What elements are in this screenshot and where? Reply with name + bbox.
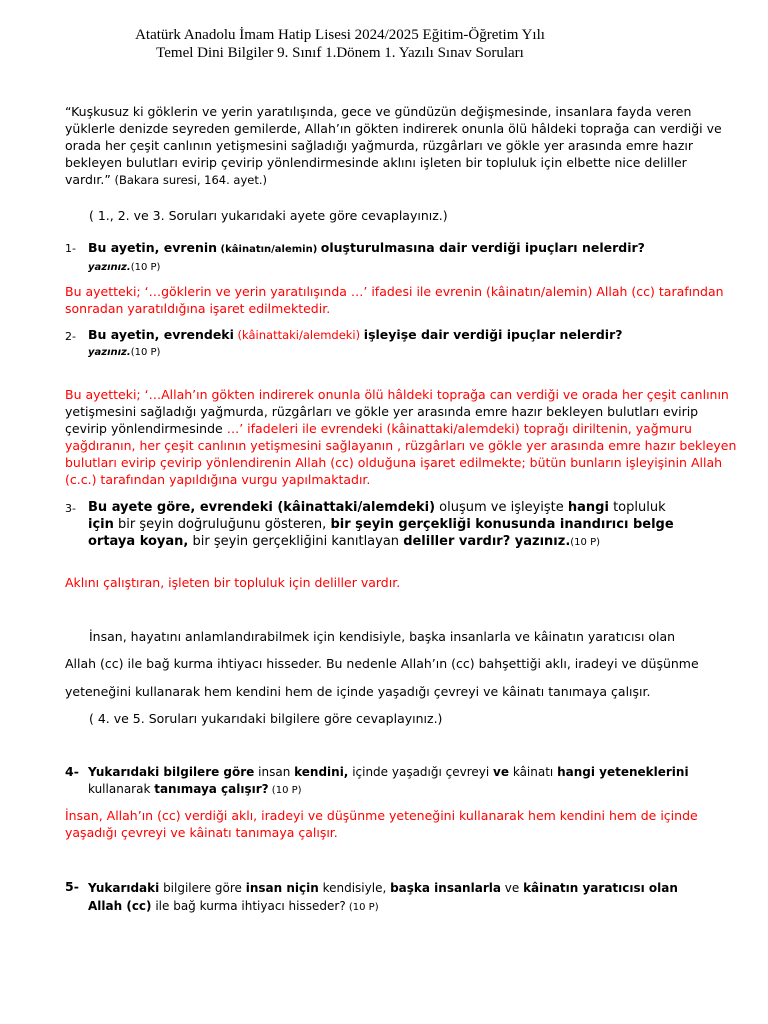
- q4-points: (10 P): [268, 785, 302, 796]
- q5-part: ile bağ kurma ihtiyacı hisseder?: [151, 899, 346, 913]
- q4-part: kendini,: [294, 765, 349, 779]
- answer-line: (c.c.) tarafından yapıldığına vurgu yapılmaktadır.: [65, 472, 371, 487]
- q4-part: kâinatı: [509, 765, 558, 779]
- instruction-2: ( 4. ve 5. Soruları yukarıdaki bilgilere göre cevaplayınız.): [89, 711, 443, 726]
- q3-part: hangi: [567, 500, 609, 515]
- answer-4: [65, 807, 698, 841]
- q2-part: Bu ayetin, evrendeki: [88, 327, 234, 342]
- q2-part: yazınız.: [88, 347, 131, 358]
- q4-part: hangi yeteneklerini: [557, 765, 689, 779]
- q5-part: ve: [500, 881, 524, 895]
- info-line-2: Allah (cc) ile bağ kurma ihtiyacı hisseder. Bu nedenle Allah’ın (cc) bahşettiği aklı, iradeyi ve düşünme: [65, 656, 699, 671]
- q3-part: topluluk: [608, 500, 666, 515]
- q4-part: Yukarıdaki bilgilere göre: [88, 765, 255, 779]
- q3-part: ortaya koyan,: [88, 534, 189, 549]
- q1-part: oluşturulmasına dair verdiği ipuçları nelerdir?: [320, 240, 645, 255]
- q2-part: (kâinattaki/alemdeki): [233, 328, 364, 342]
- q3-part: bir şeyin gerçekliği konusunda inandırıcı belge: [330, 517, 674, 532]
- q5-part: insan niçin: [245, 881, 319, 895]
- q3-part: için: [88, 517, 114, 532]
- q4-part: insan: [254, 765, 295, 779]
- verse-text: [65, 103, 722, 189]
- q2-points: (10 P): [130, 347, 161, 358]
- question-4: [88, 764, 689, 799]
- q3-part: bir şeyin doğruluğunu gösteren,: [113, 517, 331, 532]
- q4-num: 4-: [65, 764, 79, 779]
- exam-title-line1: Atatürk Anadolu İmam Hatip Lisesi 2024/2025 Eğitim-Öğretim Yılı: [135, 27, 545, 43]
- q5-num: 5-: [65, 879, 79, 894]
- question-3-number: 3-: [65, 502, 76, 515]
- q1-part: yazınız.: [88, 262, 131, 273]
- verse-source: (Bakara suresi, 164. ayet.): [110, 173, 268, 187]
- verse-line: “Kuşkusuz ki göklerin ve yerin yaratılışında, gece ve gündüzün değişmesinde, insanlara fayda veren: [65, 104, 692, 119]
- question-1-number: 1-: [65, 242, 76, 255]
- answer-3: Aklını çalıştıran, işleten bir topluluk için deliller vardır.: [65, 575, 401, 590]
- question-1: [88, 240, 645, 276]
- q5-points: (10 P): [345, 902, 379, 913]
- info-line-3: yeteneğini kullanarak hem kendini hem de içinde yaşadığı çevreyi ve kâinatı tanımaya çalışır.: [65, 684, 651, 699]
- answer-line: Bu ayetteki; ‘…Allah’ın gökten indirerek onunla ölü hâldeki toprağa can verdiği ve orada her çeşit canlının: [65, 387, 729, 402]
- q1-part: Bu ayetin, evrenin: [88, 240, 218, 255]
- q3-part: oluşum ve işleyişte: [435, 500, 568, 515]
- question-5: [88, 879, 678, 917]
- answer-line: yetişmesini sağladığı yağmurda, rüzgârları ve gökle yer arasında emre hazır bekleyen bulutları evirip: [65, 404, 699, 419]
- q1-points: (10 P): [130, 262, 161, 273]
- verse-line: yüklerle denizde seyreden gemilerde, Allah’ın gökten indirerek onunla ölü hâldeki toprağa can verdiği ve: [65, 121, 722, 136]
- q1-part: (kâinatın/alemin): [217, 244, 321, 255]
- q5-part: bilgilere göre: [159, 881, 246, 895]
- q4-part: tanımaya çalışır?: [154, 782, 269, 796]
- q3-part: Bu ayete göre, evrendeki (kâinattaki/alemdeki): [88, 500, 436, 515]
- q3-part: bir şeyin gerçekliğini kanıtlayan: [188, 534, 404, 549]
- q5-part: Yukarıdaki: [88, 881, 160, 895]
- question-2: [88, 327, 623, 361]
- answer-line: İnsan, Allah’ın (cc) verdiği aklı, iradeyi ve düşünme yeteneğini kullanarak hem kendini hem de içinde: [65, 808, 698, 823]
- q5-part: kâinatın yaratıcısı olan: [523, 881, 678, 895]
- instruction-1: ( 1., 2. ve 3. Soruları yukarıdaki ayete göre cevaplayınız.): [89, 208, 448, 223]
- q4-part: ve: [493, 765, 510, 779]
- info-line-1: İnsan, hayatını anlamlandırabilmek için kendisiyle, başka insanlarla ve kâinatın yaratıcısı olan: [89, 629, 676, 644]
- answer-line: çevirip yönlendirmesinde: [65, 421, 227, 436]
- answer-line: bulutları evirip çevirip yönlendirenin Allah (cc) olduğuna işaret edilmekte; bütün bunların işleyişinin Allah: [65, 455, 723, 470]
- q5-part: başka insanlarla: [390, 881, 501, 895]
- q5-part: Allah (cc): [88, 899, 152, 913]
- q4-part: kullanarak: [88, 782, 155, 796]
- q5-part: kendisiyle,: [318, 881, 391, 895]
- verse-end: vardır.”: [65, 172, 111, 187]
- answer-1: [65, 283, 724, 317]
- answer-line: yağdıranın, her çeşit canlının yetişmesini sağlayanın , rüzgârları ve gökle yer arasında emre hazır bekleyen: [65, 438, 737, 453]
- q3-part: deliller vardır? yazınız.: [403, 534, 571, 549]
- answer-line: sonradan yaratıldığına işaret edilmektedir.: [65, 301, 331, 316]
- q2-part: işleyişe dair verdiği ipuçlar nelerdir?: [363, 327, 623, 342]
- verse-line: orada her çeşit canlının yetişmesini sağladığı yağmurda, rüzgârları ve gökle yer arasında emre hazır: [65, 138, 694, 153]
- question-3: [88, 499, 674, 551]
- answer-line: …’ ifadeleri ile evrendeki (kâinattaki/alemdeki) toprağı diriltenin, yağmuru: [226, 421, 692, 436]
- answer-line: Bu ayetteki; ‘…göklerin ve yerin yaratılışında …’ ifadesi ile evrenin (kâinatın/alemin) Allah (cc) tarafından: [65, 284, 724, 299]
- verse-line: bekleyen bulutları evirip çevirip yönlendirmesinde aklını işleten bir topluluk için elbette nice deliller: [65, 155, 687, 170]
- answer-line: yaşadığı çevreyi ve kâinatı tanımaya çalışır.: [65, 825, 338, 840]
- question-2-number: 2-: [65, 330, 76, 343]
- answer-2: [65, 386, 736, 488]
- q3-points: (10 P): [570, 537, 601, 548]
- verse-line: [65, 171, 722, 189]
- q4-part: içinde yaşadığı çevreyi: [348, 765, 494, 779]
- exam-title-line2: Temel Dini Bilgiler 9. Sınıf 1.Dönem 1. Yazılı Sınav Soruları: [156, 45, 524, 61]
